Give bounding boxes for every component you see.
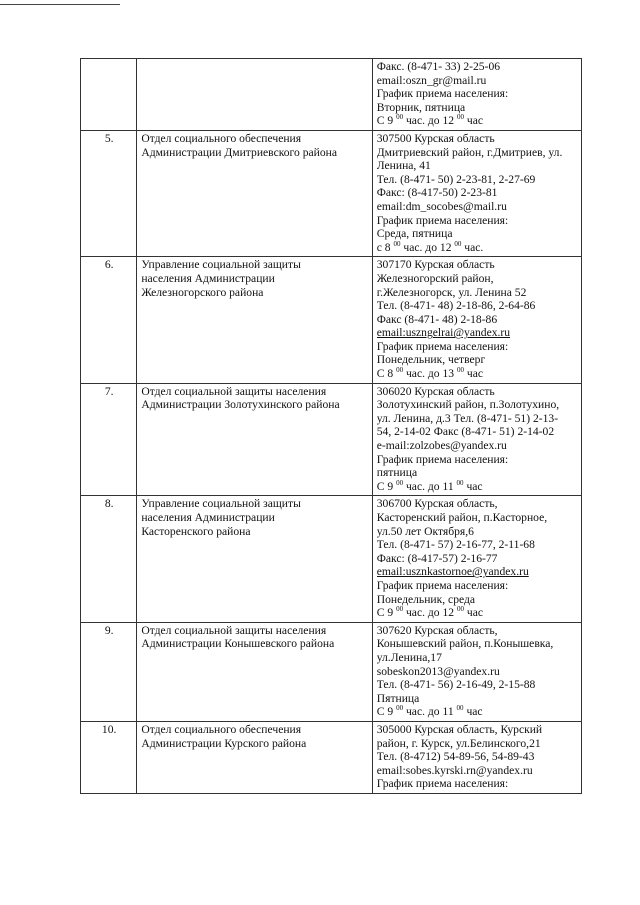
contact-line: ул. Ленина, д.3 Тел. (8-471- 51) 2-13- xyxy=(376,411,559,425)
contact-line: e-mail:zolzobes@yandex.ru xyxy=(376,439,507,453)
contact-line: Среда, пятница xyxy=(376,227,453,241)
row-number: 6. xyxy=(81,257,137,383)
contact-line: Конышевский район, п.Конышевка, xyxy=(376,637,554,651)
office-name-line: Железногорского района xyxy=(141,285,264,299)
contact-line: Золотухинский район, п.Золотухино, xyxy=(376,398,560,412)
office-name xyxy=(137,622,372,721)
row-number: 8. xyxy=(81,496,137,622)
contact-line: Тел. (8-471- 50) 2-23-81, 2-27-69 xyxy=(376,172,536,186)
page-top-rule xyxy=(0,4,120,5)
contact-line: Тел. (8-471- 56) 2-16-49, 2-15-88 xyxy=(376,678,536,692)
table-row xyxy=(81,130,582,256)
contact-line: Факс (8-471- 48) 2-18-86 xyxy=(376,312,498,326)
contact-info xyxy=(372,496,581,622)
office-name-line: Администрации Золотухинского района xyxy=(141,398,340,412)
office-name xyxy=(137,383,372,496)
row-number: 5. xyxy=(81,130,137,256)
office-name xyxy=(137,721,372,793)
table-row xyxy=(81,383,582,496)
office-name-line: Администрации Конышевского района xyxy=(141,637,335,651)
office-name-line: Администрации Дмитриевского района xyxy=(141,145,338,159)
contact-line: Тел. (8-4712) 54-89-56, 54-89-43 xyxy=(376,750,535,764)
contact-line: Факс: (8-417-57) 2-16-77 xyxy=(376,551,498,565)
office-name-line: Отдел социальной защиты населения xyxy=(141,623,327,637)
contact-line: График приема населения: xyxy=(376,452,509,466)
table-row xyxy=(81,496,582,622)
contact-line: Тел. (8-471- 48) 2-18-86, 2-64-86 xyxy=(376,299,536,313)
contact-line: Понедельник, четверг xyxy=(376,353,486,367)
table-row xyxy=(81,257,582,383)
contact-line: 306020 Курская область xyxy=(376,384,495,398)
table-row xyxy=(81,59,582,131)
contact-line: Дмитриевский район, г.Дмитриев, ул. xyxy=(376,145,563,159)
contact-line: 307170 Курская область xyxy=(376,258,495,272)
contact-line: с 8 $^{00}$ час. до 12 $^{00}$ час. xyxy=(376,240,484,254)
contact-line: sobeskon2013@yandex.ru xyxy=(376,664,500,678)
contact-line: 54, 2-14-02 Факс (8-471- 51) 2-14-02 xyxy=(376,425,555,439)
office-name xyxy=(137,130,372,256)
contact-line: email:dm_socobes@mail.ru xyxy=(376,199,507,213)
contact-line: район, г. Курск, ул.Белинского,21 xyxy=(376,736,541,750)
contact-line: Факс: (8-417-50) 2-23-81 xyxy=(376,186,498,200)
contact-line: График приема населения: xyxy=(376,578,509,592)
contact-line: График приема населения: xyxy=(376,339,509,353)
social-offices-table xyxy=(80,58,582,794)
office-name-line: Отдел социальной защиты населения xyxy=(141,384,327,398)
email-link[interactable]: email:uszngelrai@yandex.ru xyxy=(376,326,511,340)
contact-line: email:oszn_gr@mail.ru xyxy=(376,73,487,87)
contact-line: 305000 Курская область, Курский xyxy=(376,722,543,736)
contact-line: Понедельник, среда xyxy=(376,592,476,606)
contact-line: С 9 $^{00}$ час. до 12 $^{00}$ час xyxy=(376,114,483,128)
contact-info xyxy=(372,383,581,496)
contact-line: ул.Ленина,17 xyxy=(376,650,442,664)
contact-line: Факс. (8-471- 33) 2-25-06 xyxy=(376,60,501,73)
contact-line: пятница xyxy=(376,466,418,480)
contact-line: График приема населения: xyxy=(376,213,509,227)
row-number: 7. xyxy=(81,383,137,496)
contact-line: Вторник, пятница xyxy=(376,100,466,114)
contact-line: 307620 Курская область, xyxy=(376,623,498,637)
contact-line: График приема населения: xyxy=(376,777,509,791)
office-name-line: населения Администрации xyxy=(141,271,275,285)
contact-line: График приема населения: xyxy=(376,87,509,101)
contact-line: С 9 $^{00}$ час. до 12 $^{00}$ час xyxy=(376,606,483,620)
contact-line: Ленина, 41 xyxy=(376,159,431,173)
contact-line: Пятница xyxy=(376,691,420,705)
office-name-line: Касторенского района xyxy=(141,524,251,538)
contact-info xyxy=(372,721,581,793)
office-name xyxy=(137,496,372,622)
contact-line: Железногорский район, xyxy=(376,271,494,285)
contact-info xyxy=(372,59,581,131)
row-number xyxy=(81,59,137,131)
office-name-line: Управление социальной защиты xyxy=(141,258,301,272)
contact-line: Тел. (8-471- 57) 2-16-77, 2-11-68 xyxy=(376,538,535,552)
contact-line: г.Железногорск, ул. Ленина 52 xyxy=(376,285,527,299)
office-name-line: Администрации Курского района xyxy=(141,736,307,750)
email-link[interactable]: email:usznkastornoe@yandex.ru xyxy=(376,565,529,579)
table-row xyxy=(81,622,582,721)
row-number: 9. xyxy=(81,622,137,721)
office-name-line: населения Администрации xyxy=(141,511,275,524)
table-body xyxy=(81,59,582,794)
office-name xyxy=(137,59,372,131)
contact-line: email:sobes.kyrski.rn@yandex.ru xyxy=(376,763,533,777)
office-name-line: Отдел социального обеспечения xyxy=(141,722,302,736)
office-name xyxy=(137,257,372,383)
contact-line: 306700 Курская область, xyxy=(376,497,498,511)
office-name-line: Управление социальной защиты xyxy=(141,497,301,511)
contact-line: Касторенский район, п.Касторное, xyxy=(376,511,548,524)
table-row xyxy=(81,721,582,793)
contact-line: С 9 $^{00}$ час. до 11 $^{00}$ час xyxy=(376,479,483,493)
contact-line: 307500 Курская область xyxy=(376,131,495,145)
contact-line: С 8 $^{00}$ час. до 13 $^{00}$ час xyxy=(376,367,483,381)
contact-line: ул.50 лет Октября,6 xyxy=(376,524,474,538)
office-name-line: Отдел социального обеспечения xyxy=(141,131,302,145)
contact-line: С 9 $^{00}$ час. до 11 $^{00}$ час xyxy=(376,705,483,719)
contact-info xyxy=(372,130,581,256)
contact-info xyxy=(372,622,581,721)
contact-info xyxy=(372,257,581,383)
row-number: 10. xyxy=(81,721,137,793)
